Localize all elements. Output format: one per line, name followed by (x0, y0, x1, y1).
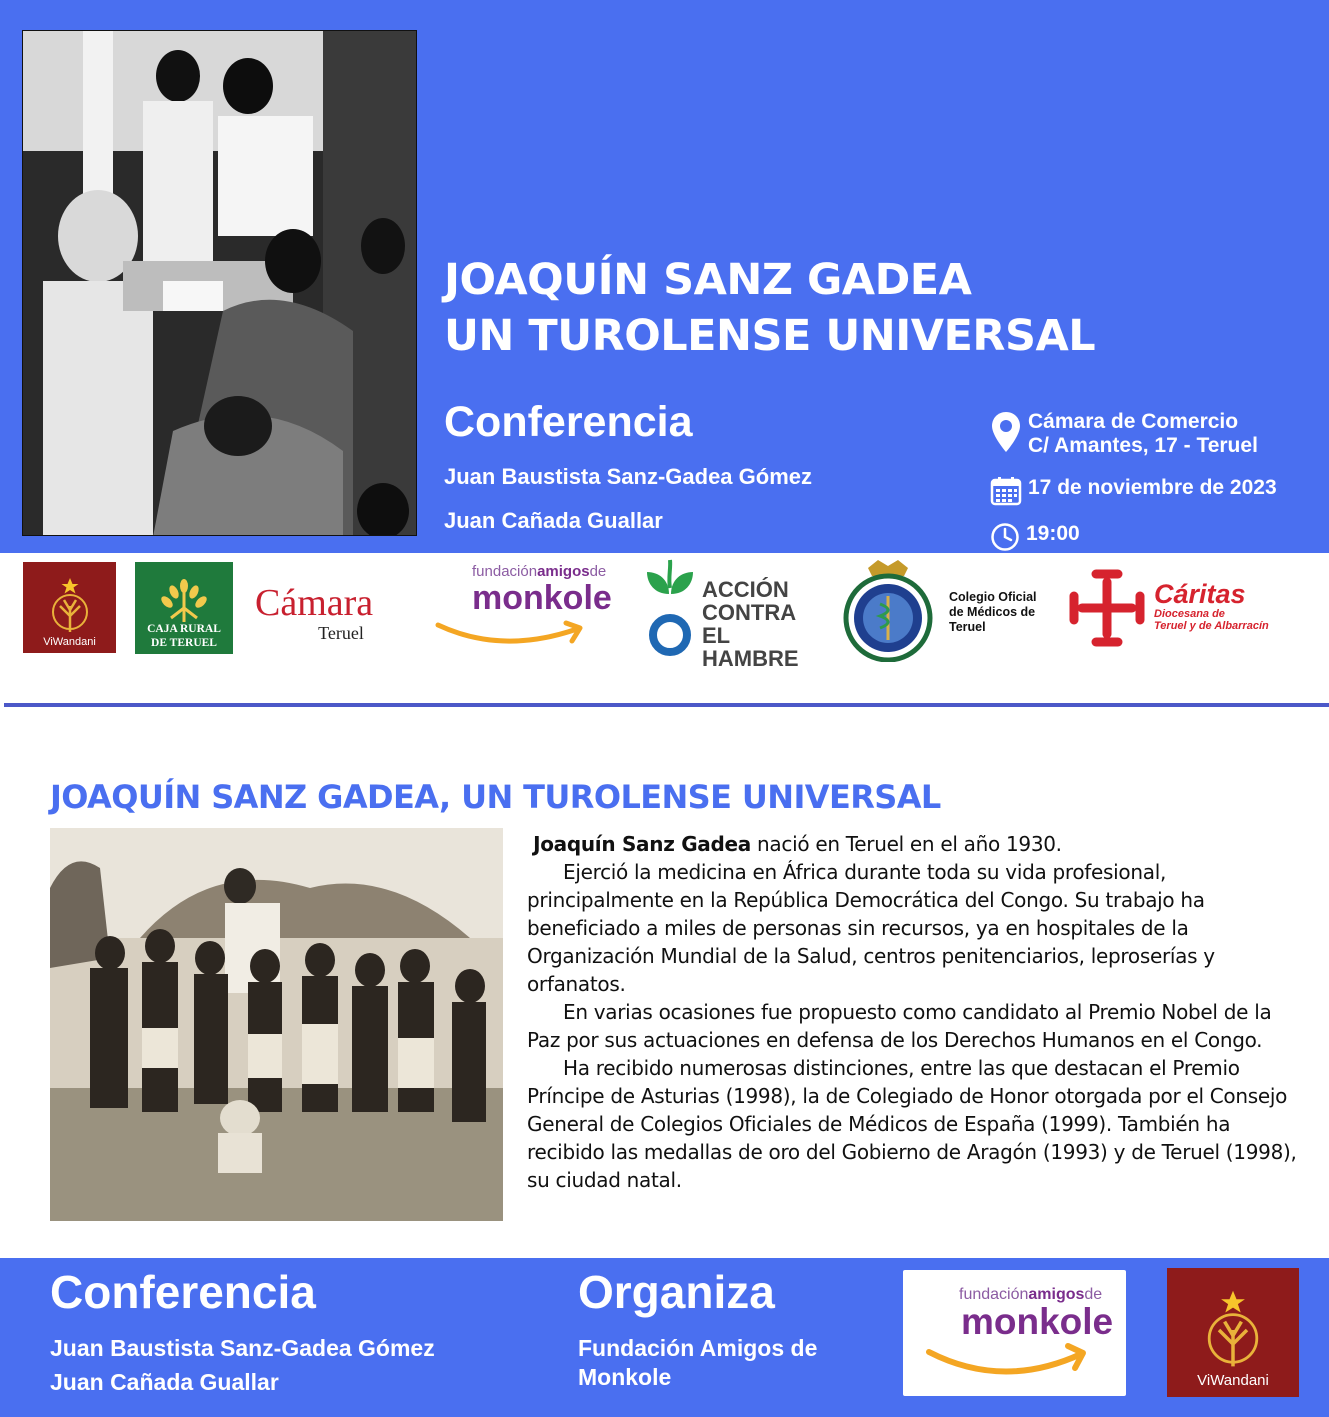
footer-speaker-1: Juan Baustista Sanz-Gadea Gómez (50, 1335, 435, 1361)
location-pin-icon (990, 410, 1022, 454)
tree-star-icon (40, 576, 100, 636)
footer-logo-viwandani (1167, 1268, 1299, 1397)
caja-rural-line2: DE TERUEL (151, 637, 217, 649)
footer-monkole-top-c: de (1084, 1286, 1103, 1303)
logo-accion-contra-el-hambre (645, 558, 820, 671)
location-name: Cámara de Comercio (1028, 410, 1239, 433)
footer-viwandani-label: ViWandani (1197, 1372, 1269, 1389)
article-intro (527, 830, 1297, 858)
accion-line2: CONTRA EL (702, 600, 796, 648)
footer-monkole-top-b: amigos (1028, 1286, 1085, 1303)
colegio-crest-icon (838, 558, 938, 662)
article-paragraph-2: En varias ocasiones fue propuesto como candidato al Premio Nobel de la Paz por sus actuaciones en defensa de los Derechos Humanos en el Congo. (527, 1000, 1272, 1052)
article-body (527, 830, 1297, 1194)
camara-label: Cámara (255, 582, 374, 624)
event-date-text: 17 de noviembre de 2023 (1028, 476, 1277, 499)
wheat-icon (159, 578, 209, 622)
camara-sub: Teruel (318, 623, 364, 643)
footer-organizer-line2: Monkole (578, 1364, 672, 1390)
logo-colegio-medicos (838, 558, 1058, 662)
caritas-sub2: Teruel y de Albarracín (1154, 620, 1269, 632)
logo-caja-rural (135, 562, 233, 654)
bw-photo-illustration (23, 31, 417, 536)
speaker-2: Juan Cañada Guallar (444, 508, 663, 533)
hero-photo-doctor-patients (22, 30, 417, 536)
footer-logo-monkole (903, 1270, 1126, 1396)
article-photo-children (50, 828, 503, 1221)
article-title: JOAQUÍN SANZ GADEA, UN TUROLENSE UNIVERSAL (50, 778, 941, 816)
event-banner (0, 0, 1329, 553)
colegio-line2: de Médicos de (949, 605, 1036, 619)
event-time-text: 19:00 (1026, 522, 1080, 545)
colegio-line3: Teruel (949, 620, 986, 634)
logo-fundacion-monkole (432, 563, 630, 659)
footer-tree-star-icon (1191, 1288, 1275, 1372)
footer-organizer-line1: Fundación Amigos de (578, 1335, 818, 1361)
sepia-photo-illustration (50, 828, 503, 1221)
footer-smile-arrow-icon (923, 1338, 1093, 1388)
conference-label: Conferencia (444, 398, 693, 446)
article-paragraph-3: Ha recibido numerosas distinciones, entre las que destacan el Premio Príncipe de Asturias (1998), la de Colegiado de Honor otorgada por el Consejo General de Colegios Oficiales de Médicos de España (1999). También ha recibido las medallas de oro del Gobierno de Aragón (1993) y de Teruel (1998), su ciudad natal. (527, 1056, 1297, 1192)
section-divider (4, 703, 1329, 707)
footer-monkole-top-a: fundación (959, 1286, 1029, 1303)
footer-conference-label: Conferencia (50, 1266, 316, 1318)
accion-line1: ACCIÓN (702, 577, 789, 602)
logo-viwandani (23, 562, 116, 653)
event-location (990, 410, 1258, 458)
accion-leaf-drop-icon (645, 558, 695, 658)
viwandani-label: ViWandani (43, 636, 96, 648)
caritas-cross-icon (1068, 568, 1146, 648)
accion-line3: HAMBRE (702, 646, 799, 671)
article-intro-name: Joaquín Sanz Gadea (533, 832, 751, 856)
event-date (990, 476, 1277, 506)
sponsor-logos (0, 553, 1329, 671)
speaker-1: Juan Baustista Sanz-Gadea Gómez (444, 464, 812, 489)
event-time (990, 522, 1080, 552)
event-title (444, 252, 1304, 364)
event-title-line1: JOAQUÍN SANZ GADEA (444, 255, 972, 305)
event-title-line2: UN TUROLENSE UNIVERSAL (444, 311, 1096, 361)
logo-caritas (1068, 568, 1298, 650)
caritas-label: Cáritas (1154, 579, 1246, 609)
caja-rural-line1: CAJA RURAL (147, 623, 221, 635)
article-intro-rest: nació en Teruel en el año 1930. (750, 832, 1062, 856)
footer-speaker-2: Juan Cañada Guallar (50, 1369, 279, 1395)
colegio-line1: Colegio Oficial (949, 590, 1037, 604)
footer-organiza-label: Organiza (578, 1266, 775, 1318)
footer-monkole-main: monkole (961, 1301, 1114, 1342)
location-address: C/ Amantes, 17 - Teruel (1028, 434, 1258, 457)
smile-arrow-icon (432, 615, 592, 651)
monkole-top-c: de (589, 563, 607, 580)
monkole-top-a: fundación (472, 563, 538, 580)
clock-icon (990, 522, 1020, 552)
monkole-top-b: amigos (537, 563, 590, 580)
calendar-icon (990, 476, 1022, 506)
monkole-main: monkole (472, 579, 612, 617)
caritas-sub1: Diocesana de (1154, 608, 1225, 620)
article-paragraph-1: Ejerció la medicina en África durante toda su vida profesional, principalmente en la República Democrática del Congo. Su trabajo ha beneficiado a miles de personas sin recursos, ya en hospitales de la Organización Mundial de la Salud, centros penitenciarios, leproserías y orfanatos. (527, 860, 1215, 996)
logo-camara-teruel (255, 583, 427, 651)
